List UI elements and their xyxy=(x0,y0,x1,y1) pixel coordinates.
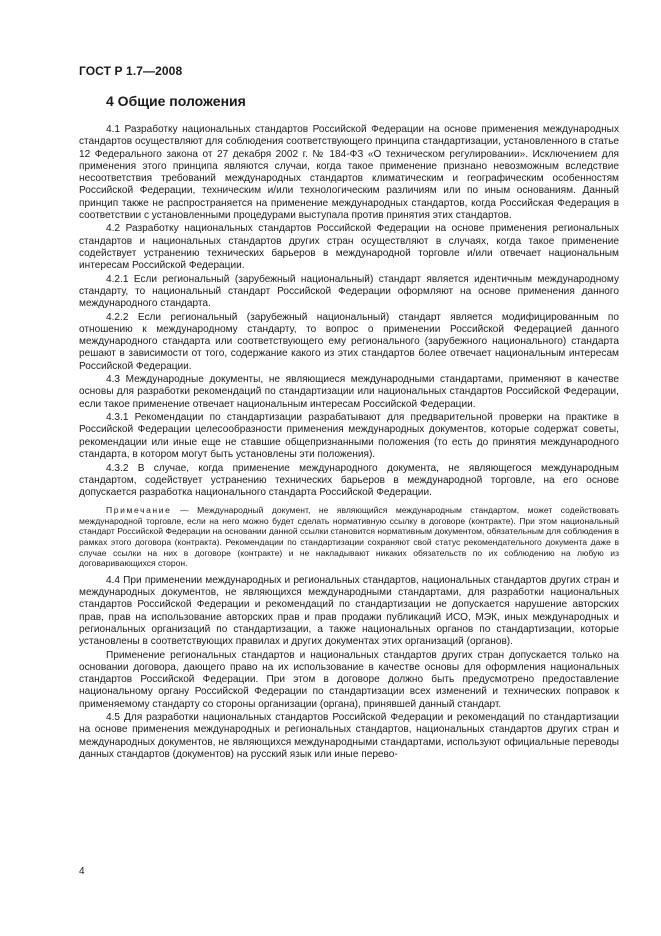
note-label: Примечание xyxy=(106,505,172,516)
paragraph-4-2: 4.2 Разработку национальных стандартов Российской Федерации на основе применения региональных стандартов и национальных стандартов других стран осуществляют в случаях, когда такое применение содействует устранению технических барьеров в международной торговле и/или отвечает национальным интересам Российской Федерации. xyxy=(79,223,619,272)
document-body xyxy=(79,124,619,762)
paragraph-4-2-2: 4.2.2 Если региональный (зарубежный национальный) стандарт является модифицированным по отношению к международному стандарту, то вопрос о применении Российской Федерацией данного международного стандарта или соответствующего ему регионального (зарубежного национального) стандарта решают в зависимости от того, содержание какого из этих стандартов более отвечает национальным интересам Российской Федерации. xyxy=(79,311,619,372)
paragraph-4-5: 4.5 Для разработки национальных стандартов Российской Федерации и рекомендаций по стандартизации на основе применения международных и региональных стандартов, национальных стандартов других стран и международных документов, не являющихся международными стандартами, используют официальные переводы данных стандартов (документов) на русский язык или иные перево- xyxy=(79,712,619,760)
section-title: 4 Общие положения xyxy=(106,93,246,109)
note-text: — Международный документ, не являющийся международным стандартом, может содействовать международной торговле, если на него можно будет сделать нормативную ссылку в договоре (контракте). При этом национальный стандарт Российской Федерации на основании данной ссылки становится нормативным документом, обязательным для соблюдения в рамках этого договора (контракта). Рекомендации по стандартизации сохраняют свой статус рекомендательного документа даже в случае ссылки на них в договоре (контракте) и не накладывают никаких обязательств по их соблюдению на любую из договаривающихся сторон. xyxy=(79,505,620,569)
paragraph-4-3-2: 4.3.2 В случае, когда применение международного документа, не являющегося международным стандартом, содействует устранению технических барьеров в международной торговле, на его основе допускается разработка национального стандарта Российской Федерации. xyxy=(79,462,619,499)
paragraph-4-4: 4.4 При применении международных и региональных стандартов, национальных стандартов других стран и международных документов, не являющихся международными стандартами, для разработки национальных стандартов Российской Федерации и рекомендаций по стандартизации не допускается нарушение авторских прав, прав на использование авторских прав и прав продажи публикаций ИСО, МЭК, иных международных и региональных организаций по стандартизации, а также национальных органов по стандартизации, которые установлены в соответствующих правилах и других документах этих организаций (органов). xyxy=(79,574,619,648)
paragraph-4-3-1: 4.3.1 Рекомендации по стандартизации разрабатывают для предварительной проверки на практике в Российской Федерации целесообразности применения международных документов, которые содержат советы, рекомендации или иные еще не ставшие общепризнанными положения (то есть до принятия международного стандарта, в котором могут быть установлены эти положения). xyxy=(79,412,619,460)
paragraph-4-4-continued: Применение региональных стандартов и национальных стандартов других стран допускается только на основании договора, дающего право на их использование в качестве основы для оформления национальных стандартов Российской Федерации. При этом в договоре должно быть предусмотрено предоставление национальному органу Российской Федерации по стандартизации всех изменений и технических поправок к применяемому стандарту со стороны организации (органа), принявшей данный стандарт. xyxy=(79,649,619,710)
paragraph-4-2-1: 4.2.1 Если региональный (зарубежный национальный) стандарт является идентичным международному стандарту, то национальный стандарт Российской Федерации оформляют на основе применения данного международного стандарта. xyxy=(79,273,619,310)
paragraph-4-1: 4.1 Разработку национальных стандартов Российской Федерации на основе применения международных стандартов осуществляют для соблюдения соответствующего принципа стандартизации, установленного в статье 12 Федерального закона от 27 декабря 2002 г. № 184-ФЗ «О техническом регулировании». Исключением для применения этого принципа являются случаи, когда такое применение признано невозможным вследствие несоответствия требований международных стандартов климатическим и географическим особенностям Российской Федерации, техническим и/или технологическим различиям или по иным основаниям. Данный принцип также не распространяется на применение международных стандартов, когда Российская Федерация в соответствии с установленными процедурами выступала против принятия этих стандартов. xyxy=(79,124,619,221)
paragraph-4-3: 4.3 Международные документы, не являющиеся международными стандартами, применяют в качестве основы для разработки рекомендаций по стандартизации или национальных стандартов Российской Федерации, если такое применение отвечает национальным интересам Российской Федерации. xyxy=(79,374,619,410)
document-header: ГОСТ Р 1.7—2008 xyxy=(79,64,183,78)
note xyxy=(79,505,619,569)
page-number: 4 xyxy=(79,866,85,877)
